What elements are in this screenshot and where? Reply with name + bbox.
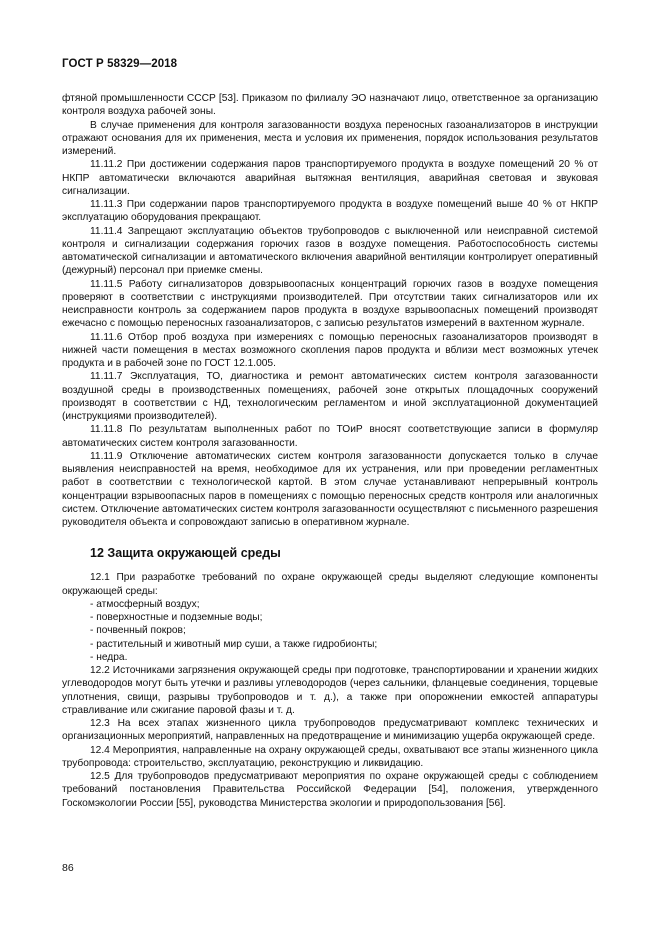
paragraph: 12.3 На всех этапах жизненного цикла трубопроводов предусматривают комплекс технических и организационных мероприятий, направленных на предотвращение и минимизацию ущерба окружающей среде. <box>62 718 598 743</box>
paragraph: 11.11.4 Запрещают эксплуатацию объектов трубопроводов с выключенной или неисправной системой контроля и сигнализации содержания горючих газов в воздухе помещения. Работоспособность системы автоматической сигнализации и автоматического включения аварийной вентиляции контролирует оперативный (дежурный) персонал при приемке смены. <box>62 225 598 277</box>
paragraph: 11.11.8 По результатам выполненных работ по ТОиР вносят соответствующие записи в формуляр автоматических систем контроля загазованности. <box>62 424 598 449</box>
document-header: ГОСТ Р 58329—2018 <box>62 58 178 70</box>
paragraph: 11.11.5 Работу сигнализаторов довзрывоопасных концентраций горючих газов в воздухе помещения проверяют в соответствии с инструкциями производителей. При отсутствии таких сигнализаторов или их неисправности контроль за содержанием паров продукта в воздухе взрывоопасных помещений производят ежечасно с помощью переносных газоанализаторов, с записью результатов измерений в вахтенном журнале. <box>62 278 598 330</box>
section-title: 12 Защита окружающей среды <box>90 546 281 561</box>
paragraph: 11.11.7 Эксплуатация, ТО, диагностика и ремонт автоматических систем контроля загазованности воздушной среды в производственных помещениях, рабочей зоне открытых площадочных сооружений производят в соответствии с НД, технологическим регламентом и иной эксплуатационной документацией (инструкциями производителей). <box>62 371 598 422</box>
paragraph: 11.11.6 Отбор проб воздуха при измерениях с помощью переносных газоанализаторов производят в нижней части помещения в местах возможного скопления паров продукта и вблизи мест возможных утечек продукта и в рабочей зоне по ГОСТ 12.1.005. <box>62 331 598 369</box>
paragraph: 12.4 Мероприятия, направленные на охрану окружающей среды, охватывают все этапы жизненного цикла трубопровода: строительство, эксплуатацию, реконструкцию и ликвидацию. <box>62 744 598 769</box>
paragraph: 11.11.2 При достижении содержания паров транспортируемого продукта в воздухе помещений 20 % от НКПР автоматически включаются аварийная вытяжная вентиляция, аварийная световая и звуковая сигнализации. <box>62 159 598 197</box>
list-item: - недра. <box>90 651 598 664</box>
environment-components-list <box>62 598 598 664</box>
paragraph: фтяной промышленности СССР [53]. Приказом по филиалу ЭО назначают лицо, ответственное за организацию контроля воздуха рабочей зоны. <box>62 93 598 118</box>
list-item: - почвенный покров; <box>90 624 598 637</box>
paragraph: В случае применения для контроля загазованности воздуха переносных газоанализаторов в инструкции отражают основания для их применения, места и условия их применения, порядок использования результатов измерений. <box>62 119 598 157</box>
list-item: - растительный и животный мир суши, а также гидробионты; <box>90 638 598 651</box>
paragraph: 12.2 Источниками загрязнения окружающей среды при подготовке, транспортировании и хранении жидких углеводородов могут быть утечки и разливы углеводородов (через сальники, фланцевые соединения, торцевые уплотнения, свищи, разрывы трубопроводов и т. д.), а также при опорожнении емкостей аппаратуры стравливание или сжигание паровой фазы и т. д. <box>62 665 598 716</box>
list-item: - атмосферный воздух; <box>90 598 598 611</box>
document-body <box>62 92 598 810</box>
paragraph: 11.11.9 Отключение автоматических систем контроля загазованности допускается только в случае выявления неисправностей на время, необходимое для их устранения, или при проведении регламентных работ в соответствии с технологической картой. В этом случае устанавливают непрерывный контроль концентрации взрывоопасных паров в помещениях с помощью переносных средств контроля или аналогичных систем. Отключение автоматических систем контроля загазованности осуществляют с письменного разрешения руководителя объекта и сопровождают записью в оперативном журнале. <box>62 450 598 528</box>
paragraph: 12.5 Для трубопроводов предусматривают мероприятия по охране окружающей среды с соблюдением требований постановления Правительства Российской Федерации [54], положения, утвержденного Госкомэкологии России [55], руководства Министерства экологии и природопользования [56]. <box>62 771 598 809</box>
page-number: 86 <box>62 862 74 874</box>
paragraph: 12.1 При разработке требований по охране окружающей среды выделяют следующие компоненты окружающей среды: <box>62 572 598 597</box>
paragraph: 11.11.3 При содержании паров транспортируемого продукта в воздухе помещений выше 40 % от НКПР эксплуатацию оборудования прекращают. <box>62 199 598 224</box>
list-item: - поверхностные и подземные воды; <box>90 611 598 624</box>
